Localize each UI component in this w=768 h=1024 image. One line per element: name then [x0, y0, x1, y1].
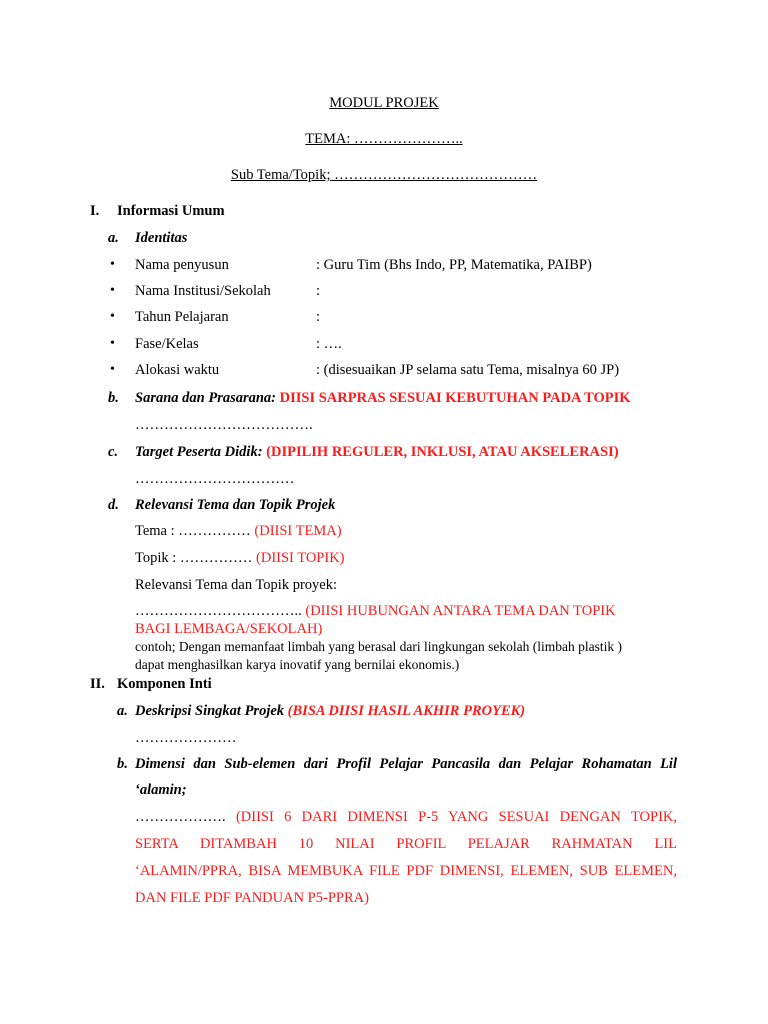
- bullet-icon: •: [110, 362, 115, 377]
- subsection-b-heading: [135, 389, 631, 407]
- subsection-b-note: DIISI SARPRAS SESUAI KEBUTUHAN PADA TOPIK: [279, 390, 631, 406]
- relevansi-dots: ……………………………..: [135, 603, 302, 619]
- identitas-value: :: [316, 309, 321, 325]
- example-line-2: dapat menghasilkan karya inovatif yang bernilai ekonomis.): [135, 657, 460, 672]
- identitas-value: : ….: [316, 336, 342, 352]
- relevansi-label: Relevansi Tema dan Topik proyek:: [135, 577, 338, 593]
- subsection-2a-dots: …………………: [135, 730, 237, 746]
- dimensi-note-4: DAN FILE PDF PANDUAN P5-PPRA): [135, 890, 369, 906]
- bullet-icon: •: [110, 336, 115, 351]
- subsection-c-title: Target Peserta Didik:: [135, 444, 263, 460]
- topik-label: Topik : ……………: [135, 550, 253, 566]
- identitas-value: : Guru Tim (Bhs Indo, PP, Matematika, PAIBP): [316, 257, 592, 273]
- subsection-a-letter: a.: [108, 230, 119, 246]
- example-line-1: contoh; Dengan memanfaat limbah yang berasal dari lingkungan sekolah (limbah plastik ): [135, 639, 622, 654]
- subsection-2a-note: (BISA DIISI HASIL AKHIR PROYEK): [287, 703, 526, 719]
- dimensi-note-3: ‘ALAMIN/PPRA, BISA MEMBUKA FILE PDF DIMENSI, ELEMEN, SUB ELEMEN,: [135, 863, 677, 879]
- subtema-line: Sub Tema/Topik; ……………………………………: [230, 167, 538, 183]
- section-2-number: II.: [90, 676, 105, 692]
- bullet-icon: •: [110, 257, 115, 272]
- dimensi-dots: ……………….: [135, 809, 226, 825]
- relevansi-note-2: BAGI LEMBAGA/SEKOLAH): [135, 621, 323, 637]
- subsection-c-dots: ……………………………: [135, 471, 295, 487]
- subsection-2a-title: Deskripsi Singkat Projek: [135, 703, 285, 719]
- subsection-d-title: Relevansi Tema dan Topik Projek: [135, 497, 336, 513]
- identitas-label: Tahun Pelajaran: [135, 309, 229, 325]
- document-title: MODUL PROJEK: [329, 95, 439, 111]
- subsection-a-title: Identitas: [135, 230, 188, 246]
- subsection-2a-letter: a.: [117, 703, 128, 719]
- topik-note: (DIISI TOPIK): [256, 550, 345, 566]
- dimensi-note-2: SERTA DITAMBAH 10 NILAI PROFIL PELAJAR RAHMATAN LIL: [135, 836, 677, 852]
- bullet-icon: •: [110, 309, 115, 324]
- subsection-2b-letter: b.: [117, 756, 128, 772]
- relevansi-note-1: (DIISI HUBUNGAN ANTARA TEMA DAN TOPIK: [305, 603, 616, 619]
- dimensi-row-1: [135, 808, 677, 826]
- subsection-c-note: (DIPILIH REGULER, INKLUSI, ATAU AKSELERASI): [266, 444, 619, 460]
- identitas-label: Nama Institusi/Sekolah: [135, 283, 271, 299]
- subsection-2b-title-1: Dimensi dan Sub-elemen dari Profil Pelajar Pancasila dan Pelajar Rohamatan Lil: [135, 756, 677, 772]
- tema-row: [135, 522, 342, 540]
- identitas-value: :: [316, 283, 321, 299]
- bullet-icon: •: [110, 283, 115, 298]
- subsection-b-title: Sarana dan Prasarana:: [135, 390, 277, 406]
- subsection-b-dots: ……………………………….: [135, 417, 313, 433]
- identitas-label: Alokasi waktu: [135, 362, 220, 378]
- subsection-2a-heading: [135, 702, 525, 720]
- subsection-c-heading: [135, 443, 619, 461]
- subsection-c-letter: c.: [108, 444, 119, 460]
- section-2-title: Komponen Inti: [117, 676, 212, 692]
- identitas-label: Fase/Kelas: [135, 336, 199, 352]
- section-1-number: I.: [90, 203, 100, 219]
- subsection-d-letter: d.: [108, 497, 119, 513]
- dimensi-note-1: (DIISI 6 DARI DIMENSI P-5 YANG SESUAI DENGAN TOPIK,: [235, 809, 678, 825]
- section-1-title: Informasi Umum: [117, 203, 225, 219]
- tema-label: Tema : ……………: [135, 523, 251, 539]
- tema-note: (DIISI TEMA): [254, 523, 342, 539]
- tema-line: TEMA: …………………..: [305, 131, 463, 147]
- identitas-value: : (disesuaikan JP selama satu Tema, misalnya 60 JP): [316, 362, 620, 378]
- topik-row: [135, 549, 345, 567]
- identitas-label: Nama penyusun: [135, 257, 229, 273]
- subsection-b-letter: b.: [108, 390, 119, 406]
- subsection-2b-title-2: ‘alamin;: [135, 782, 187, 798]
- relevansi-row: [135, 602, 616, 620]
